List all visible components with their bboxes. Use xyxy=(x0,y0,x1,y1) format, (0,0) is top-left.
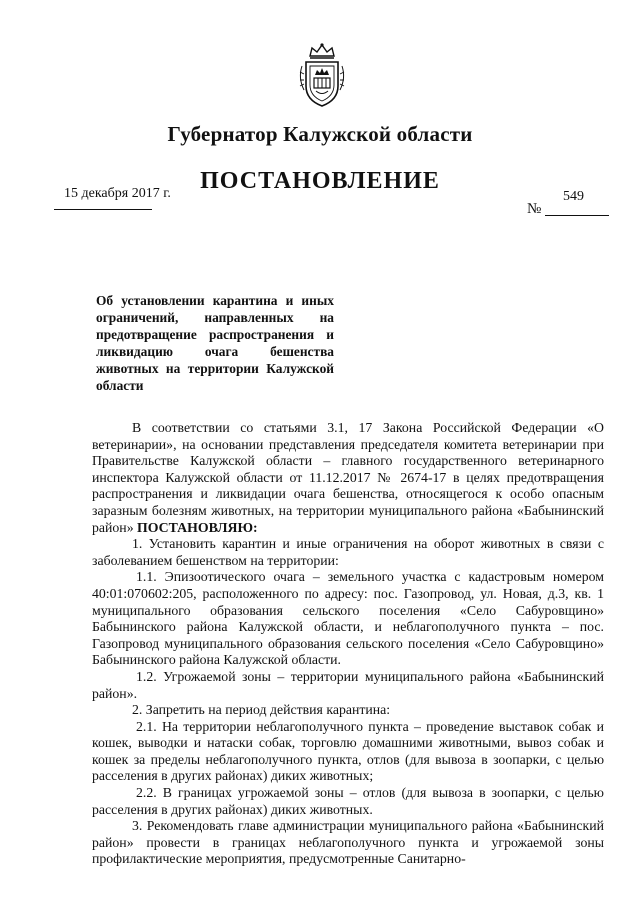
paragraph-2: 2. Запретить на период действия карантина: xyxy=(132,702,391,718)
paragraph-1: 1. Установить карантин и иные ограничения на оборот животных в связи с заболеванием бешенством на территории: xyxy=(92,536,604,568)
document-subject: Об установлении карантина и иных ограничений, направленных на предотвращение распространения и ликвидацию очага бешенства животных на территории Калужской области xyxy=(96,293,334,393)
kaluga-coat-of-arms-icon xyxy=(296,42,348,112)
document-type-heading: ПОСТАНОВЛЕНИЕ xyxy=(200,168,440,194)
intro-paragraph xyxy=(92,420,604,536)
number-sign: № xyxy=(527,201,542,217)
intro-text: В соответствии со статьями 3.1, 17 Закона Российской Федерации «О ветеринарии», на основании представления председателя комитета ветеринарии при Правительстве Калужской области – главного государственного ветеринарного инспектора Калужской области от 11.12.2017 № 2674-17 в целях предотвращения распространения и ликвидации очага бешенства, относящегося к особо опасным заразным болезням животных, на территории муниципального района «Бабынинский район» xyxy=(92,420,604,535)
authority-title: Губернатор Калужской области xyxy=(167,122,473,146)
paragraph-1-1: 1.1. Эпизоотического очага – земельного участка с кадастровым номером 40:01:070602:205, расположенного по адресу: пос. Газопровод, ул. Новая, д.3, кв. 1 муниципального образования сельского поселения «Село Сабуровщино» Бабынинского района Калужской области, и неблагополучного пункта – пос. Газопровод муниципального образования сельского поселения «Село Сабуровщино» Бабынинского района Калужской области. xyxy=(92,569,604,668)
paragraph-3: 3. Рекомендовать главе администрации муниципального района «Бабынинский район» провести в границах неблагополучного пункта и угрожаемой зоны профилактические мероприятия, предусмотренные Санитарно- xyxy=(92,818,604,867)
document-number: 549 xyxy=(563,189,584,204)
paragraph-2-1: 2.1. На территории неблагополучного пункта – проведение выставок собак и кошек, выводки и натаски собак, торговлю домашними животными, вывоз собак и кошек за пределы неблагополучного пункта, отлов (для вывоза в зоопарки, с целью расселения в других районах) диких животных; xyxy=(92,718,604,784)
document-date: 15 декабря 2017 г. xyxy=(64,186,171,201)
intro-keyword: ПОСТАНОВЛЯЮ: xyxy=(137,519,258,535)
paragraph-1-2: 1.2. Угрожаемой зоны – территории муниципального района «Бабынинский район». xyxy=(92,668,604,701)
document-body xyxy=(92,420,604,868)
number-underline xyxy=(545,215,609,216)
date-underline xyxy=(54,209,152,210)
paragraph-2-2: 2.2. В границах угрожаемой зоны – отлов (для вывоза в зоопарки, с целью расселения в других районах) диких животных. xyxy=(92,785,604,817)
